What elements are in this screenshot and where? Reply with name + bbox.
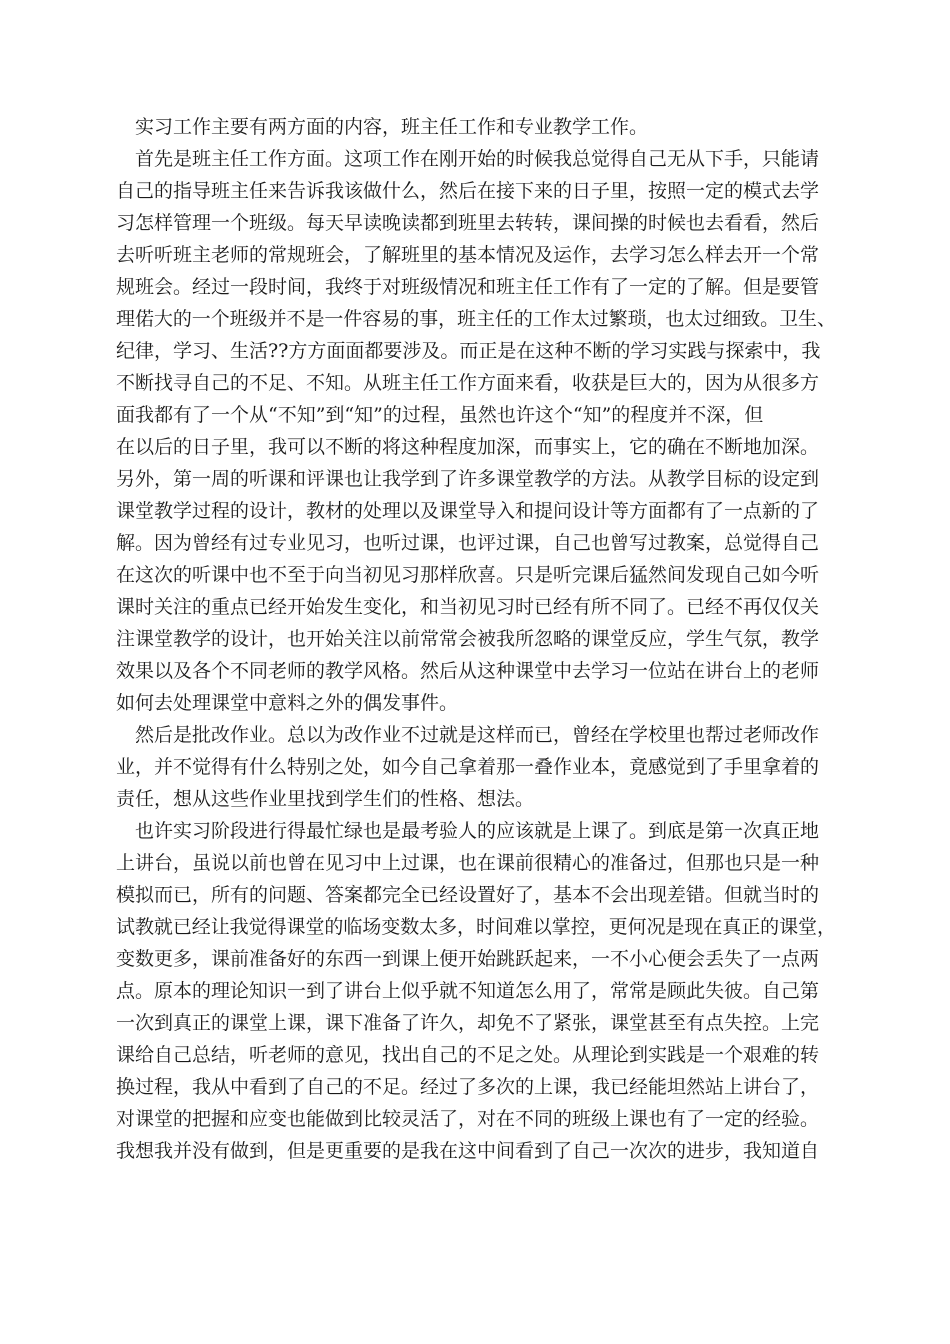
text-line: 理偌大的一个班级并不是一件容易的事，班主任的工作太过繁琐，也太过细致。卫生、 <box>116 308 836 330</box>
text-line: 课时关注的重点已经开始发生变化，和当初见习时已经有所不同了。已经不再仅仅关 <box>116 596 820 618</box>
text-line: 试教就已经让我觉得课堂的临场变数太多，时间难以掌控，更何况是现在真正的课堂， <box>116 916 836 938</box>
text-line: 面我都有了一个从“不知”到“知”的过程，虽然也许这个“知”的程度并不深，但 <box>116 404 764 426</box>
text-line: 一次到真正的课堂上课，课下准备了许久，却免不了紧张，课堂甚至有点失控。上完 <box>116 1012 820 1034</box>
text-line: 业，并不觉得有什么特别之处，如今自己拿着那一叠作业本，竟感觉到了手里拿着的 <box>116 756 820 778</box>
text-line: 课堂教学过程的设计，教材的处理以及课堂导入和提问设计等方面都有了一点新的了 <box>116 500 820 522</box>
text-line: 不断找寻自己的不足、不知。从班主任工作方面来看，收获是巨大的，因为从很多方 <box>116 372 820 394</box>
text-line: 纪律，学习、生活??方方面面都要涉及。而正是在这种不断的学习实践与探索中，我 <box>116 340 821 362</box>
text-line: 上讲台，虽说以前也曾在见习中上过课，也在课前很精心的准备过，但那也只是一种 <box>116 852 820 874</box>
text-line: 然后是批改作业。总以为改作业不过就是这样而已，曾经在学校里也帮过老师改作 <box>116 724 820 746</box>
body-text <box>116 111 836 1167</box>
text-line: 另外，第一周的听课和评课也让我学到了许多课堂教学的方法。从教学目标的设定到 <box>116 468 820 490</box>
text-line: 注课堂教学的设计，也开始关注以前常常会被我所忽略的课堂反应，学生气氛，教学 <box>116 628 820 650</box>
text-line: 也许实习阶段进行得最忙绿也是最考验人的应该就是上课了。到底是第一次真正地 <box>116 820 820 842</box>
text-line: 我想我并没有做到，但是更重要的是我在这中间看到了自己一次次的进步，我知道自 <box>116 1140 820 1162</box>
text-line: 如何去处理课堂中意料之外的偶发事件。 <box>116 692 459 714</box>
text-line: 效果以及各个不同老师的教学风格。然后从这种课堂中去学习一位站在讲台上的老师 <box>116 660 820 682</box>
text-line: 在这次的听课中也不至于向当初见习那样欣喜。只是听完课后猛然间发现自己如今听 <box>116 564 820 586</box>
text-line: 对课堂的把握和应变也能做到比较灵活了，对在不同的班级上课也有了一定的经验。 <box>116 1108 820 1130</box>
text-line: 自己的指导班主任来告诉我该做什么，然后在接下来的日子里，按照一定的模式去学 <box>116 180 820 202</box>
text-line: 首先是班主任工作方面。这项工作在刚开始的时候我总觉得自己无从下手，只能请 <box>116 148 820 170</box>
text-line: 在以后的日子里，我可以不断的将这种程度加深，而事实上，它的确在不断地加深。 <box>116 436 820 458</box>
text-line: 换过程，我从中看到了自己的不足。经过了多次的上课，我已经能坦然站上讲台了， <box>116 1076 820 1098</box>
text-line: 实习工作主要有两方面的内容，班主任工作和专业教学工作。 <box>116 116 649 138</box>
text-line: 点。原本的理论知识一到了讲台上似乎就不知道怎么用了，常常是顾此失彼。自己第 <box>116 980 820 1002</box>
text-line: 去听听班主老师的常规班会，了解班里的基本情况及运作，去学习怎么样去开一个常 <box>116 244 820 266</box>
text-line: 责任，想从这些作业里找到学生们的性格、想法。 <box>116 788 535 810</box>
text-line: 习怎样管理一个班级。每天早读晚读都到班里去转转，课间操的时候也去看看，然后 <box>116 212 820 234</box>
text-line: 规班会。经过一段时间，我终于对班级情况和班主任工作有了一定的了解。但是要管 <box>116 276 820 298</box>
text-line: 解。因为曾经有过专业见习，也听过课，也评过课，自己也曾写过教案，总觉得自己 <box>116 532 820 554</box>
text-line: 变数更多，课前准备好的东西一到课上便开始跳跃起来，一不小心便会丢失了一点两 <box>116 948 820 970</box>
text-line: 课给自己总结，听老师的意见，找出自己的不足之处。从理论到实践是一个艰难的转 <box>116 1044 820 1066</box>
text-line: 模拟而已，所有的问题、答案都完全已经设置好了，基本不会出现差错。但就当时的 <box>116 884 820 906</box>
